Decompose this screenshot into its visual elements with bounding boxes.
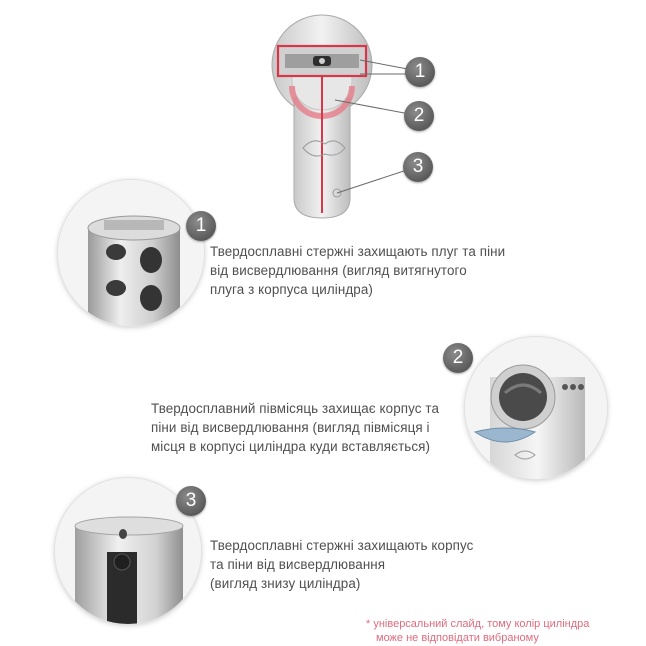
section-1-line-1: Твердосплавні стержні захищають плуг та піни bbox=[210, 244, 506, 259]
section-1-line-3: плуга з корпуса циліндра) bbox=[210, 282, 373, 297]
section-1-line-2: від висвердлювання (вигляд витягнутого bbox=[210, 263, 467, 278]
color-disclaimer-note bbox=[366, 617, 589, 645]
note-line-2: може не відповідати вибраному bbox=[376, 632, 539, 644]
section-1-description bbox=[210, 242, 505, 299]
note-line-1: * універсальний слайд, тому колір циліндра bbox=[366, 618, 590, 630]
callout-badge-1: 1 bbox=[405, 57, 435, 87]
section-2-line-2: піни від висвердлювання (вигляд півмісяця і bbox=[151, 420, 430, 435]
section-3-line-2: та піни від висвердлювання bbox=[210, 557, 386, 572]
callout-badge-3: 3 bbox=[403, 152, 433, 182]
callout-badge-2: 2 bbox=[404, 101, 434, 131]
section-2-line-3: місця в корпусі циліндра куди вставляється) bbox=[151, 439, 431, 454]
plug-photo bbox=[58, 180, 204, 326]
section-2-badge: 2 bbox=[443, 343, 473, 373]
section-2-description bbox=[151, 399, 439, 456]
section-3-description bbox=[210, 536, 473, 593]
section-3-line-1: Твердосплавні стержні захищають корпус bbox=[210, 538, 474, 553]
section-3-line-3: (вигляд знизу циліндра) bbox=[210, 576, 361, 591]
section-2-line-1: Твердосплавний півмісяць захищає корпус та bbox=[151, 401, 440, 416]
section-1-badge: 1 bbox=[186, 211, 216, 241]
section-3-badge: 3 bbox=[176, 486, 206, 516]
half-moon-photo bbox=[465, 337, 607, 479]
